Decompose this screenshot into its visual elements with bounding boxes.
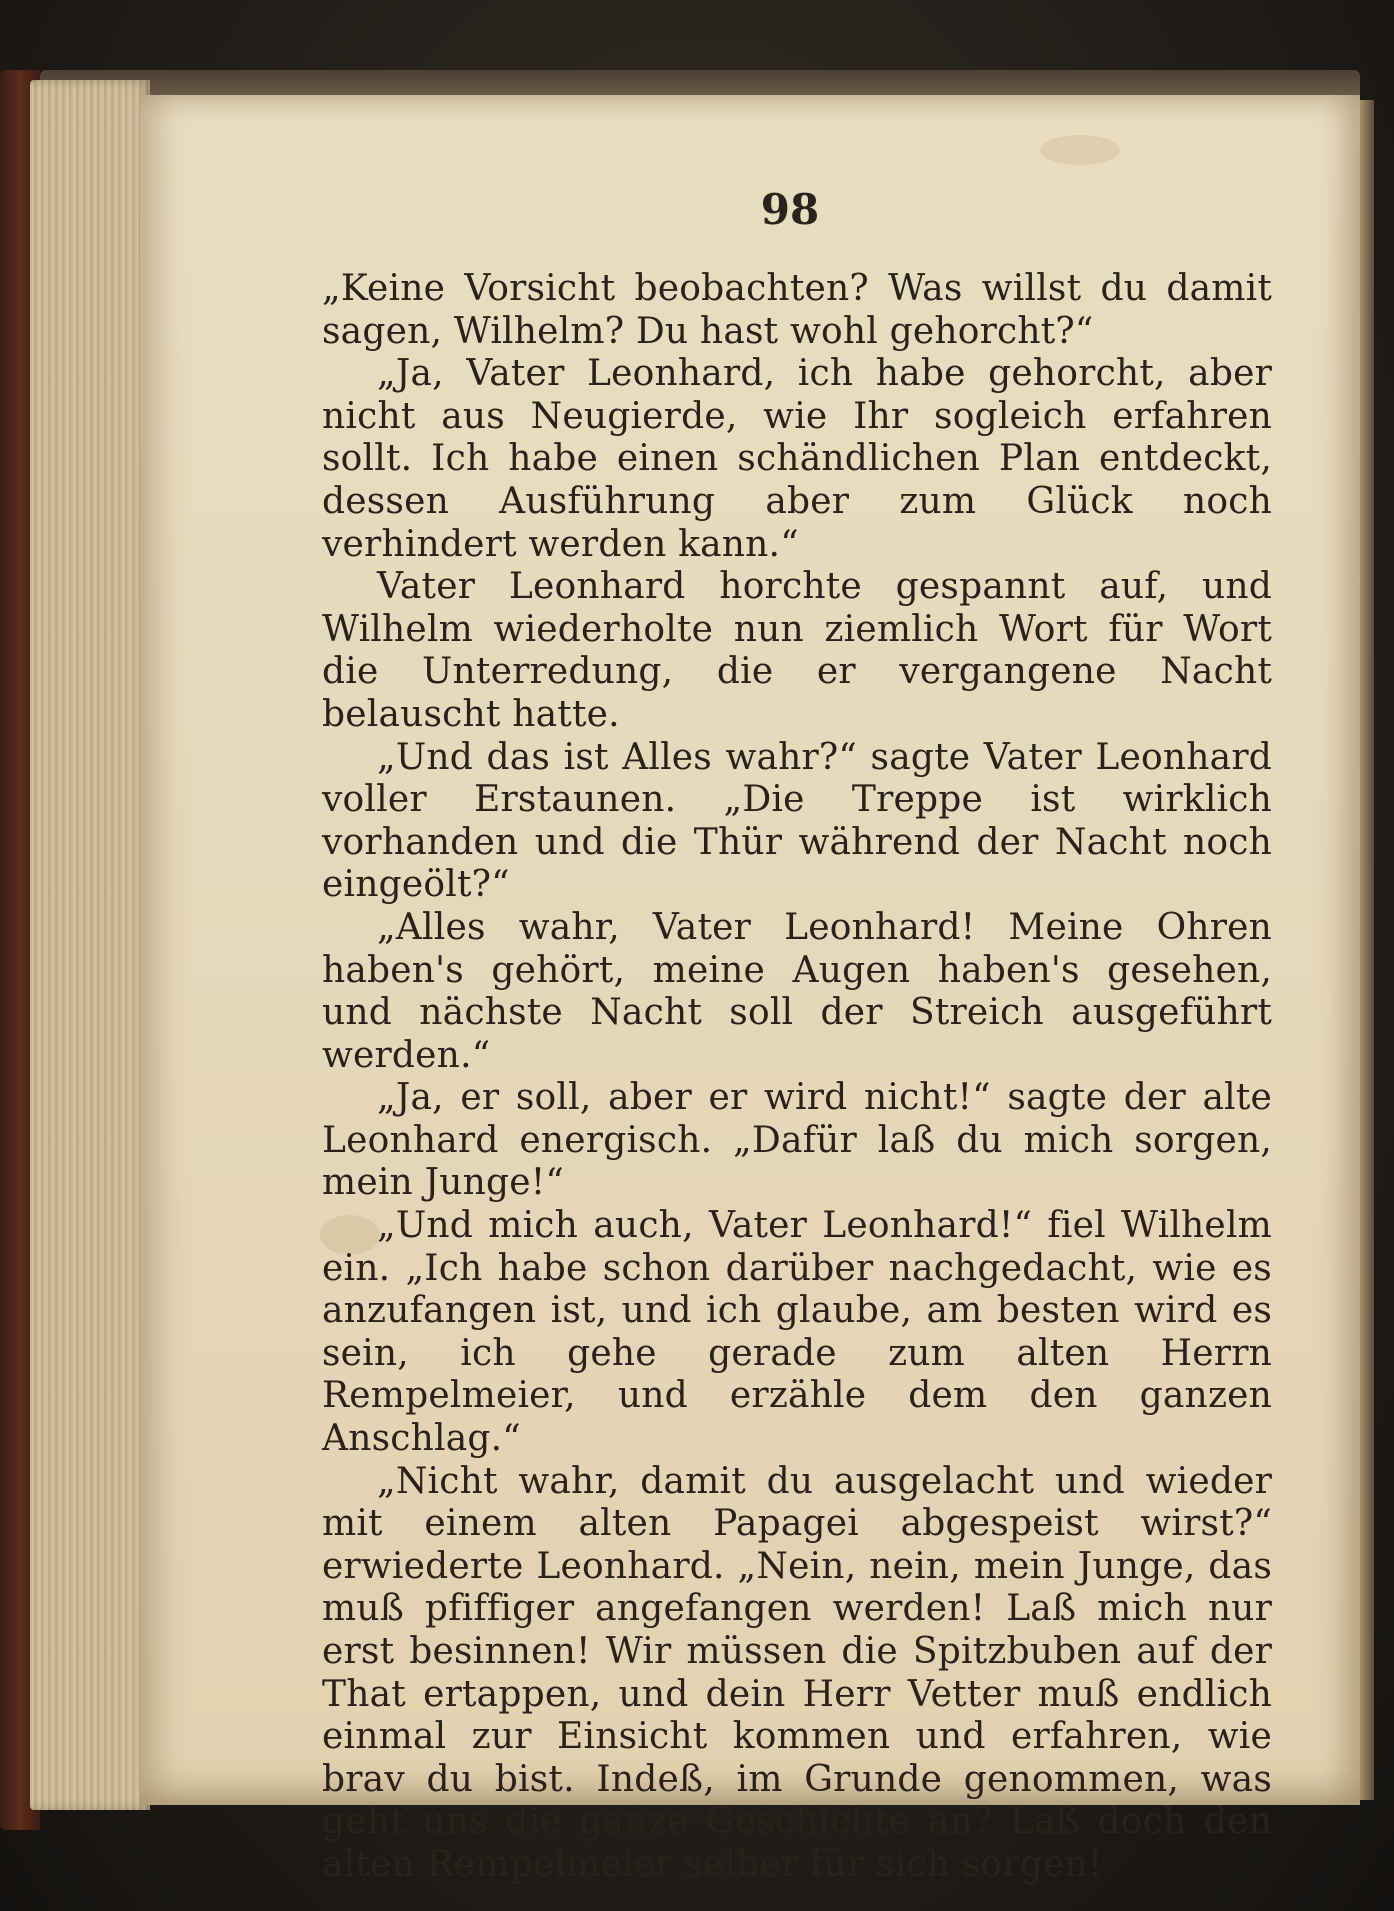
paragraph: „Alles wahr, Vater Leonhard! Meine Ohren haben's gehört, meine Augen haben's gesehen, und nächste Nacht soll der Streich ausgeführt werden.“ [322, 906, 1272, 1076]
paragraph: „Keine Vorsicht beobachten? Was willst du damit sagen, Wilhelm? Du hast wohl gehorcht?“ [322, 268, 1272, 352]
paragraph: „Und mich auch, Vater Leonhard!“ fiel Wilhelm ein. „Ich habe schon darüber nachgedacht, wie es anzufangen ist, und ich glaube, am besten wird es sein, ich gehe gerade zum alten Herrn Rempelmeier, und erzähle dem den ganzen Anschlag.“ [322, 1205, 1272, 1460]
paragraph: „Ja, er soll, aber er wird nicht!“ sagte der alte Leonhard energisch. „Dafür laß du mich sorgen, mein Junge!“ [322, 1077, 1272, 1204]
paper-stain [1040, 135, 1120, 165]
paragraph: „Nicht wahr, damit du ausgelacht und wieder mit einem alten Papagei abgespeist wirst?“ erwiederte Leonhard. „Nein, nein, mein Junge, das muß pfiffiger angefangen werden! Laß mich nur erst besinnen! Wir müssen die Spitzbuben auf der That ertappen, und dein Herr Vetter muß endlich einmal zur Einsicht kommen und erfahren, wie brav du bist. Indeß, im Grunde genommen, was geht uns die ganze Geschichte an? Laß doch den alten Rempelmeier selber für sich sorgen! [322, 1460, 1272, 1885]
paragraph: Vater Leonhard horchte gespannt auf, und Wilhelm wiederholte nun ziemlich Wort für Wort die Unterredung, die er vergangene Nacht belauscht hatte. [322, 566, 1272, 735]
page-text [322, 268, 1272, 1887]
paragraph: „Und das ist Alles wahr?“ sagte Vater Leonhard voller Erstaunen. „Die Treppe ist wirklich vorhanden und die Thür während der Nacht noch eingeölt?“ [322, 736, 1272, 906]
paragraph: „Ja, Vater Leonhard, ich habe gehorcht, aber nicht aus Neugierde, wie Ihr sogleich erfahren sollt. Ich habe einen schändlichen Plan entdeckt, dessen Ausführung aber zum Glück noch verhindert werden kann.“ [322, 353, 1272, 565]
page-edges-stack [30, 80, 150, 1810]
page-number: 98 [760, 185, 820, 234]
